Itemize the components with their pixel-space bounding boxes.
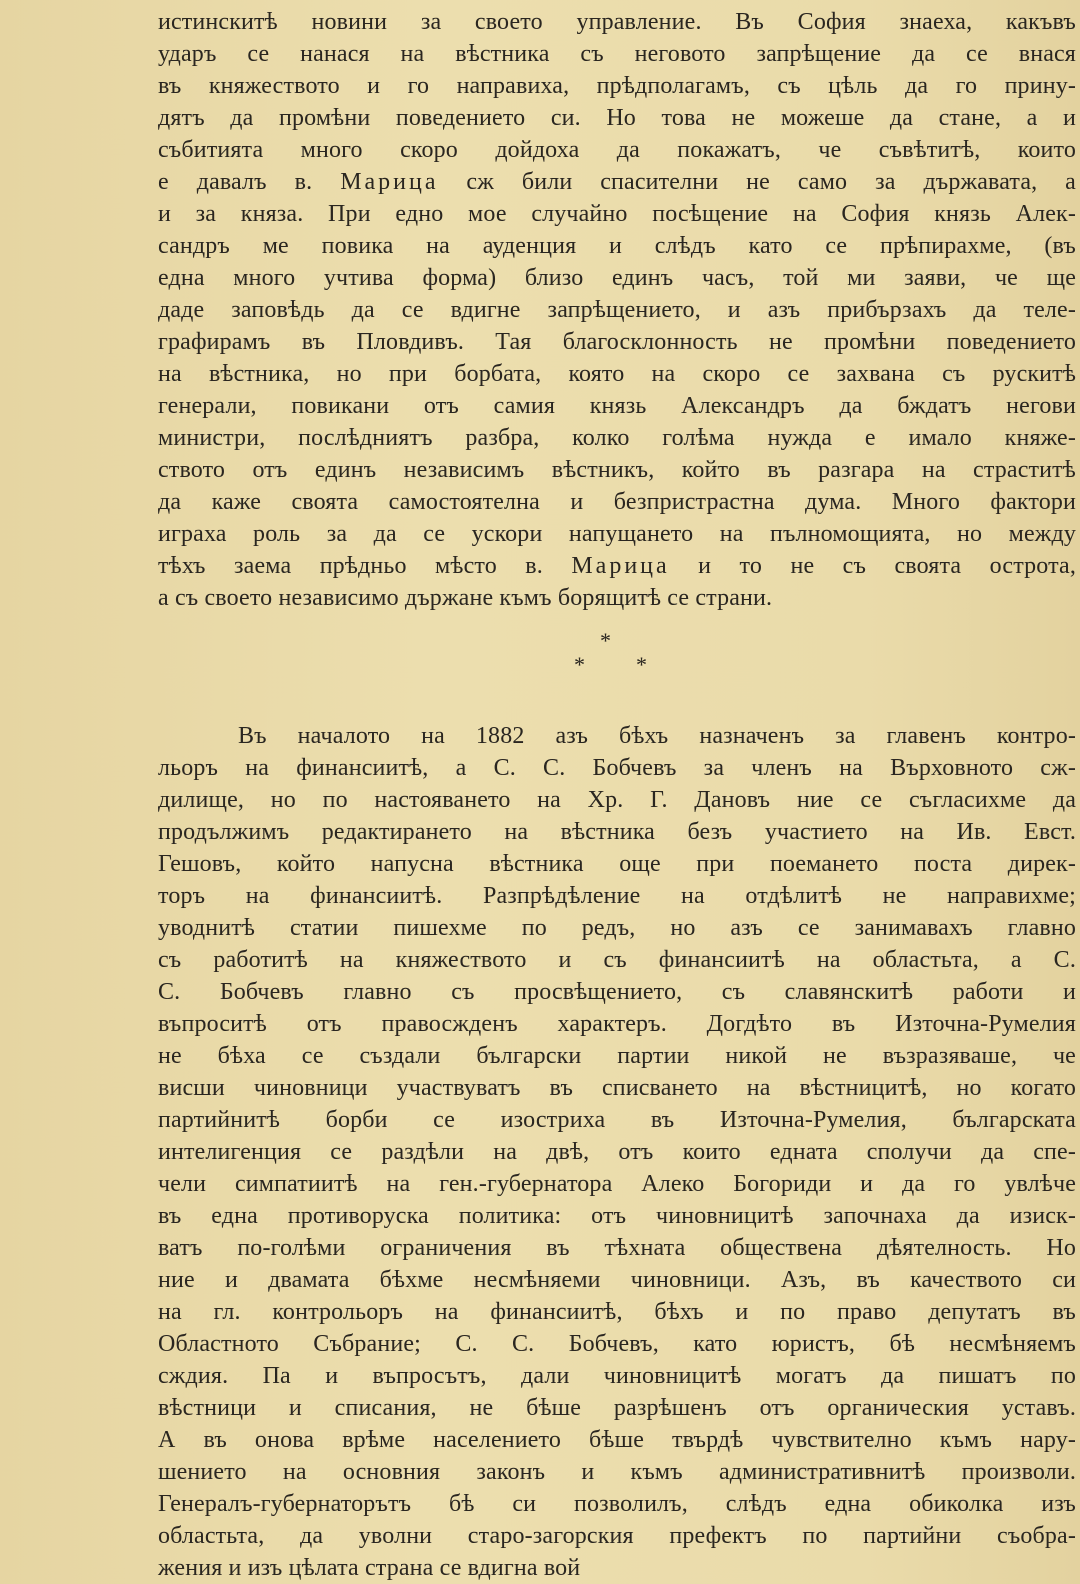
text-line: даде заповѣдь да се вдигне запрѣщението, и азъ прибързахъ да теле- [158, 297, 1076, 323]
text-line: министри, послѣдниятъ разбра, колко голѣма нужда е имало княже- [158, 425, 1076, 451]
text-line: висши чиновници участвуватъ въ списването на вѣстницитѣ, но когато [158, 1075, 1076, 1101]
text-line: А въ онова врѣме населението бѣше твърдѣ чувствително къмъ нару- [158, 1427, 1076, 1453]
text-line: на гл. контрольоръ на финансиитѣ, бѣхъ и по право депутатъ въ [158, 1299, 1076, 1325]
text-line: шението на основния законъ и къмъ административнитѣ произволи. [158, 1459, 1076, 1485]
text-line: Генералъ-губернаторътъ бѣ си позволилъ, слѣдъ една обиколка изъ [158, 1491, 1076, 1517]
text-line: Областното Събрание; С. С. Бобчевъ, като юристъ, бѣ несмѣняемъ [158, 1331, 1076, 1357]
text-line: уводнитѣ статии пишехме по редъ, но азъ се занимавахъ главно [158, 915, 1076, 941]
book-page [158, 6, 1076, 1584]
text-line: ние и двамата бѣхме несмѣняеми чиновници. Азъ, въ качеството си [158, 1267, 1076, 1293]
text-line: областьта, да уволни старо-загорския префектъ по партийни съобра- [158, 1523, 1076, 1549]
text-line: партийнитѣ борби се изостриха въ Източна-Румелия, българската [158, 1107, 1076, 1133]
text-segment: тѣхъ заема прѣдньо мѣсто в. [158, 553, 572, 579]
text-line: чели симпатиитѣ на ген.-губернатора Алеко Богориди и да го увлѣче [158, 1171, 1076, 1197]
text-line: съ работитѣ на княжеството и съ финансиитѣ на областьта, а С. [158, 947, 1076, 973]
text-line: на вѣстника, но при борбата, която на скоро се захвана съ рускитѣ [158, 361, 1076, 387]
text-line: истинскитѣ новини за своето управление. Въ София знаеха, какъвъ [158, 9, 1076, 35]
text-segment: и то не съ своята острота, [669, 553, 1076, 579]
text-line: ватъ по-голѣми ограничения въ тѣхната обществена дѣятелность. Но [158, 1235, 1076, 1261]
text-line: Гешовъ, който напусна вѣстника още при поемането поста дирек- [158, 851, 1076, 877]
text-segment: е давалъ в. [158, 169, 341, 195]
text-line: жения и изъ цѣлата страна се вдигна вой [158, 1555, 581, 1581]
newspaper-name: Марица [340, 169, 439, 195]
text-line: сждия. Па и въпросътъ, дали чиновницитѣ могатъ да пишатъ по [158, 1363, 1076, 1389]
text-line: въ княжеството и го направиха, прѣдполагамъ, съ цѣль да го прину- [158, 73, 1076, 99]
text-line: а съ своето независимо държане къмъ борящитѣ се страни. [158, 585, 773, 611]
text-line: ударъ се нанася на вѣстника съ неговото запрѣщение да се внася [158, 41, 1076, 67]
text-line: продължимъ редактирането на вѣстника безъ участието на Ив. Евст. [158, 819, 1076, 845]
text-line: събитията много скоро дойдоха да покажатъ, че съвѣтитѣ, които [158, 137, 1076, 163]
text-line: Въ началото на 1882 азъ бѣхъ назначенъ за главенъ контро- [238, 723, 1076, 749]
asterisk-mark: * [574, 652, 585, 677]
text-line: не бѣха се създали български партии никой не възразяваше, че [158, 1043, 1076, 1069]
asterisk-mark: * [600, 628, 611, 653]
text-segment: сж били спасителни не само за държавата, а [438, 169, 1076, 195]
text-line [158, 166, 1076, 198]
asterisk-mark: * [636, 652, 647, 677]
text-line: графирамъ въ Пловдивъ. Тая благосклонность не промѣни поведението [158, 329, 1076, 355]
text-line: интелигенция се раздѣли на двѣ, отъ които едната сполучи да спе- [158, 1139, 1076, 1165]
paragraph-2 [158, 720, 1076, 1584]
text-line: и за княза. При едно мое случайно посѣщение на София князь Алек- [158, 201, 1076, 227]
text-line: генерали, повикани отъ самия князь Александръ да бждатъ негови [158, 393, 1076, 419]
text-line: въ една противоруска политика: отъ чиновницитѣ започнаха да изиск- [158, 1203, 1076, 1229]
text-line: дилище, но по настояването на Хр. Г. Дановъ ние се съгласихме да [158, 787, 1076, 813]
text-line: да каже своята самостоятелна и безпристрастна дума. Много фактори [158, 489, 1076, 515]
newspaper-name: Марица [571, 553, 670, 579]
text-line: С. Бобчевъ главно съ просвѣщението, съ славянскитѣ работи и [158, 979, 1076, 1005]
text-line: вѣстници и списания, не бѣше разрѣшенъ отъ органическия уставъ. [158, 1395, 1076, 1421]
section-break-asterisks [158, 626, 1076, 706]
text-line: въпроситѣ отъ правосжденъ характеръ. Догдѣто въ Източна-Румелия [158, 1011, 1076, 1037]
text-line: играха роль за да се ускори напущането на пълномощията, но между [158, 521, 1076, 547]
text-line: сандръ ме повика на ауденция и слѣдъ като се прѣпирахме, (въ [158, 233, 1076, 259]
text-line: ството отъ единъ независимъ вѣстникъ, който въ разгара на страститѣ [158, 457, 1076, 483]
paragraph-1 [158, 6, 1076, 614]
text-line [158, 550, 1076, 582]
text-line: дятъ да промѣни поведението си. Но това не можеше да стане, а и [158, 105, 1076, 131]
text-line: льоръ на финансиитѣ, а С. С. Бобчевъ за членъ на Върховното сж- [158, 755, 1076, 781]
text-line: торъ на финансиитѣ. Разпрѣдѣление на отдѣлитѣ не направихме; [158, 883, 1076, 909]
text-line: една много учтива форма) близо единъ часъ, той ми заяви, че ще [158, 265, 1076, 291]
